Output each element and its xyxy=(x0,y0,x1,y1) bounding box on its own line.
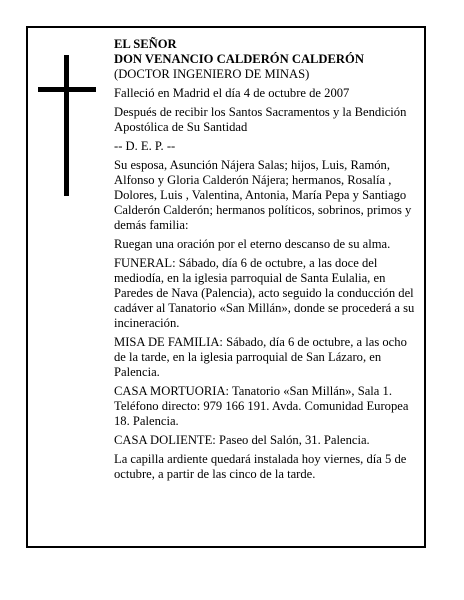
paragraph-rip: -- D. E. P. -- xyxy=(114,139,176,153)
heading-line1: EL SEÑOR xyxy=(114,37,177,51)
obituary-text xyxy=(114,37,418,486)
paragraph-family-mass: MISA DE FAMILIA: Sábado, día 6 de octubre, a las ocho de la tarde, en la iglesia parroquial de San Lázaro, en Palencia. xyxy=(114,335,407,379)
paragraph-funeral-home: CASA MORTUORIA: Tanatorio «San Millán», Sala 1. Teléfono directo: 979 166 191. Avda. Comunidad Europea 18. Palencia. xyxy=(114,384,409,428)
deceased-name: DON VENANCIO CALDERÓN CALDERÓN xyxy=(114,52,364,66)
cross-vertical-bar xyxy=(64,55,69,196)
paragraph-mourning-house: CASA DOLIENTE: Paseo del Salón, 31. Palencia. xyxy=(114,433,370,447)
deceased-title: (DOCTOR INGENIERO DE MINAS) xyxy=(114,67,310,81)
paragraph-sacraments: Después de recibir los Santos Sacramentos y la Bendición Apostólica de Su Santidad xyxy=(114,105,407,134)
paragraph-funeral: FUNERAL: Sábado, día 6 de octubre, a las doce del mediodía, en la iglesia parroquial de Santa Eulalia, en Paredes de Nava (Palencia), acto seguido la conducción del cadáver al Tanatorio «San Millán», donde se procederá a su incineración. xyxy=(114,256,415,330)
cross-horizontal-bar xyxy=(38,87,96,92)
paragraph-chapel: La capilla ardiente quedará instalada hoy viernes, día 5 de octubre, a partir de las cinco de la tarde. xyxy=(114,452,407,481)
paragraph-death-date: Falleció en Madrid el día 4 de octubre de 2007 xyxy=(114,86,350,100)
paragraph-family: Su esposa, Asunción Nájera Salas; hijos, Luis, Ramón, Alfonso y Gloria Calderón Nájera; hermanos, Rosalía , Dolores, Luis , Valentina, Antonia, María Pepa y Santiago Calderón Calderón; hermanos políticos, sobrinos, primos y demás familia: xyxy=(114,158,412,232)
paragraph-prayer: Ruegan una oración por el eterno descanso de su alma. xyxy=(114,237,391,251)
